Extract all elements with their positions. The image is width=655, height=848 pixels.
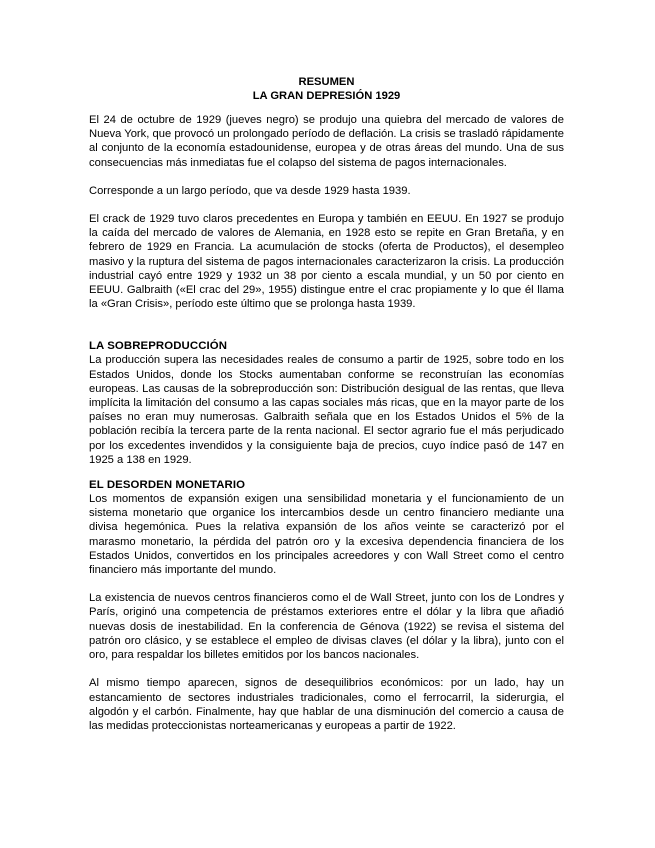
section-heading-desorden-monetario: EL DESORDEN MONETARIO (89, 479, 246, 492)
title-line-resumen: RESUMEN (298, 76, 355, 88)
document-title (89, 75, 564, 103)
intro-paragraph-1: El 24 de octubre de 1929 (jueves negro) se produjo una quiebra del mercado de valores de Nueva York, que provocó un prolongado período de deflación. La crisis se trasladó rápidamente al conjunto de la economía estadounidense, europea y de otras áreas del mundo. Una de sus consecuencias más inmediatas fue el colapso del sistema de pagos internacionales. (89, 114, 564, 169)
intro-paragraph-2: Corresponde a un largo período, que va desde 1929 hasta 1939. (89, 184, 411, 197)
sobreproduccion-paragraph-1: La producción supera las necesidades reales de consumo a partir de 1925, sobre todo en los Estados Unidos, donde los Stocks aumentaban conforme se reconstruían las economías europeas. Las causas de la sobreproducción son: Distribución desigual de las rentas, que lleva implícita la limitación del consumo a las capas sociales más ricas, que en la mayor parte de los países no eran muy numerosas. Galbraith señala que en los Estados Unidos el 5% de la población recibía la tercera parte de la renta nacional. El sector agrario fue el más perjudicado por los excedentes invendidos y la consiguiente baja de precios, cuyo índice pasó de 147 en 1925 a 138 en 1929. (89, 354, 564, 466)
section-heading-sobreproduccion: LA SOBREPRODUCCIÓN (89, 340, 228, 353)
desorden-paragraph-1: Los momentos de expansión exigen una sensibilidad monetaria y el funcionamiento de un sistema monetario que organice los intercambios desde un centro financiero mediante una divisa hegemónica. Pues la relativa expansión de los años veinte se caracterizó por el marasmo monetario, la pérdida del patrón oro y la excesiva dependencia financiera de los Estados Unidos, convertidos en los principales acreedores y con Wall Street como el centro financiero más importante del mundo. (89, 493, 564, 577)
document-page (89, 75, 564, 733)
title-line-main: LA GRAN DEPRESIÓN 1929 (252, 90, 401, 102)
desorden-paragraph-3: Al mismo tiempo aparecen, signos de desequilibrios económicos: por un lado, hay un estancamiento de sectores industriales tradicionales, como el ferrocarril, la siderurgia, el algodón y el carbón. Finalmente, hay que hablar de una disminución del comercio a causa de las medidas proteccionistas norteamericanas y europeas a partir de 1922. (89, 677, 564, 732)
intro-paragraph-3: El crack de 1929 tuvo claros precedentes en Europa y también en EEUU. En 1927 se produjo la caída del mercado de valores de Alemania, en 1928 esto se repite en Gran Bretaña, y en febrero de 1929 en Francia. La acumulación de stocks (oferta de Productos), el desempleo masivo y la ruptura del sistema de pagos internacionales caracterizaron la crisis. La producción industrial cayó entre 1929 y 1932 un 38 por ciento a escala mundial, y un 50 por ciento en EEUU. Galbraith («El crac del 29», 1955) distingue entre el crac propiamente y lo que él llama la «Gran Crisis», período este último que se prolonga hasta 1939. (89, 213, 564, 311)
desorden-paragraph-2: La existencia de nuevos centros financieros como el de Wall Street, junto con los de Londres y París, originó una competencia de préstamos exteriores entre el dólar y la libra que añadió nuevas dosis de inestabilidad. En la conferencia de Génova (1922) se revisa el sistema del patrón oro clásico, y se establece el empleo de divisas claves (el dólar y la libra), junto con el oro, para respaldar los billetes emitidos por los bancos nacionales. (89, 592, 564, 662)
